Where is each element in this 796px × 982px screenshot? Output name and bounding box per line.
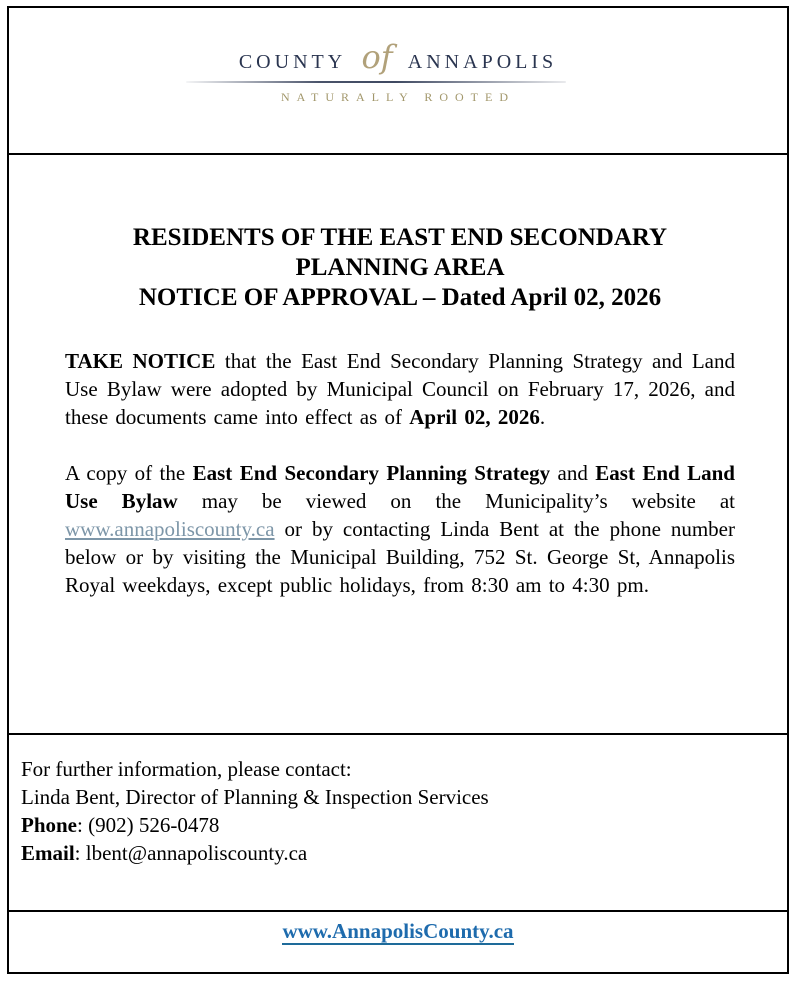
contact-intro-line: For further information, please contact:: [21, 757, 352, 781]
paragraph-2-text-b: and: [550, 461, 596, 485]
phone-value: : (902) 526-0478: [77, 813, 220, 837]
email-value: : lbent@annapoliscounty.ca: [74, 841, 308, 865]
heading-line-2: PLANNING AREA: [295, 254, 505, 281]
paragraph-take-notice: [65, 347, 735, 431]
land-use-bylaw-bold: East End Land Use Bylaw: [65, 461, 735, 513]
paragraph-copy-info: [65, 459, 735, 599]
effective-date-bold: April 02, 2026: [409, 405, 540, 429]
paragraph-2-text-a: A copy of the: [65, 461, 193, 485]
logo-word-county: county: [238, 43, 347, 75]
logo-title: [239, 40, 557, 76]
county-of-annapolis-logo: [9, 8, 787, 153]
paragraph-1-period: .: [539, 405, 546, 429]
heading-line-3: NOTICE OF APPROVAL – Dated April 02, 2026: [138, 284, 662, 311]
notice-document: [7, 6, 789, 974]
phone-label: Phone: [21, 813, 78, 837]
logo-underline-rule: [186, 81, 566, 83]
notice-body-section: [9, 153, 787, 733]
logo-word-annapolis: annapolis: [407, 43, 558, 75]
annapolis-county-footer-link[interactable]: www.AnnapolisCounty.ca: [282, 919, 513, 945]
logo-tagline: NATURALLY ROOTED: [280, 89, 515, 104]
footer-section: [9, 910, 787, 972]
logo-word-of: of: [361, 38, 393, 76]
contact-phone-line: [21, 811, 773, 839]
notice-heading: [65, 223, 735, 313]
paragraph-2-text-d: or by contacting Linda Bent at the phone number below or by visiting the Municipal Building, 752 St. George St, Annapolis Royal weekdays, except public holidays, from 8:30 am to 4:30 pm.: [65, 517, 735, 597]
paragraph-2-text-c: may be viewed on the Municipality’s website at: [177, 489, 735, 513]
email-label: Email: [21, 841, 75, 865]
contact-person-line: Linda Bent, Director of Planning & Inspection Services: [21, 785, 489, 809]
paragraph-1-text: that the East End Secondary Planning Strategy and Land Use Bylaw were adopted by Municipal Council on February 17, 2026, and these documents came into effect as of: [65, 349, 735, 429]
annapolis-county-inline-link[interactable]: www.annapoliscounty.ca: [65, 517, 275, 541]
heading-line-1: RESIDENTS OF THE EAST END SECONDARY: [132, 224, 668, 251]
contact-section: [9, 733, 787, 910]
take-notice-bold: TAKE NOTICE: [65, 349, 216, 373]
planning-strategy-bold: East End Secondary Planning Strategy: [192, 461, 551, 485]
contact-email-line: [21, 839, 773, 867]
